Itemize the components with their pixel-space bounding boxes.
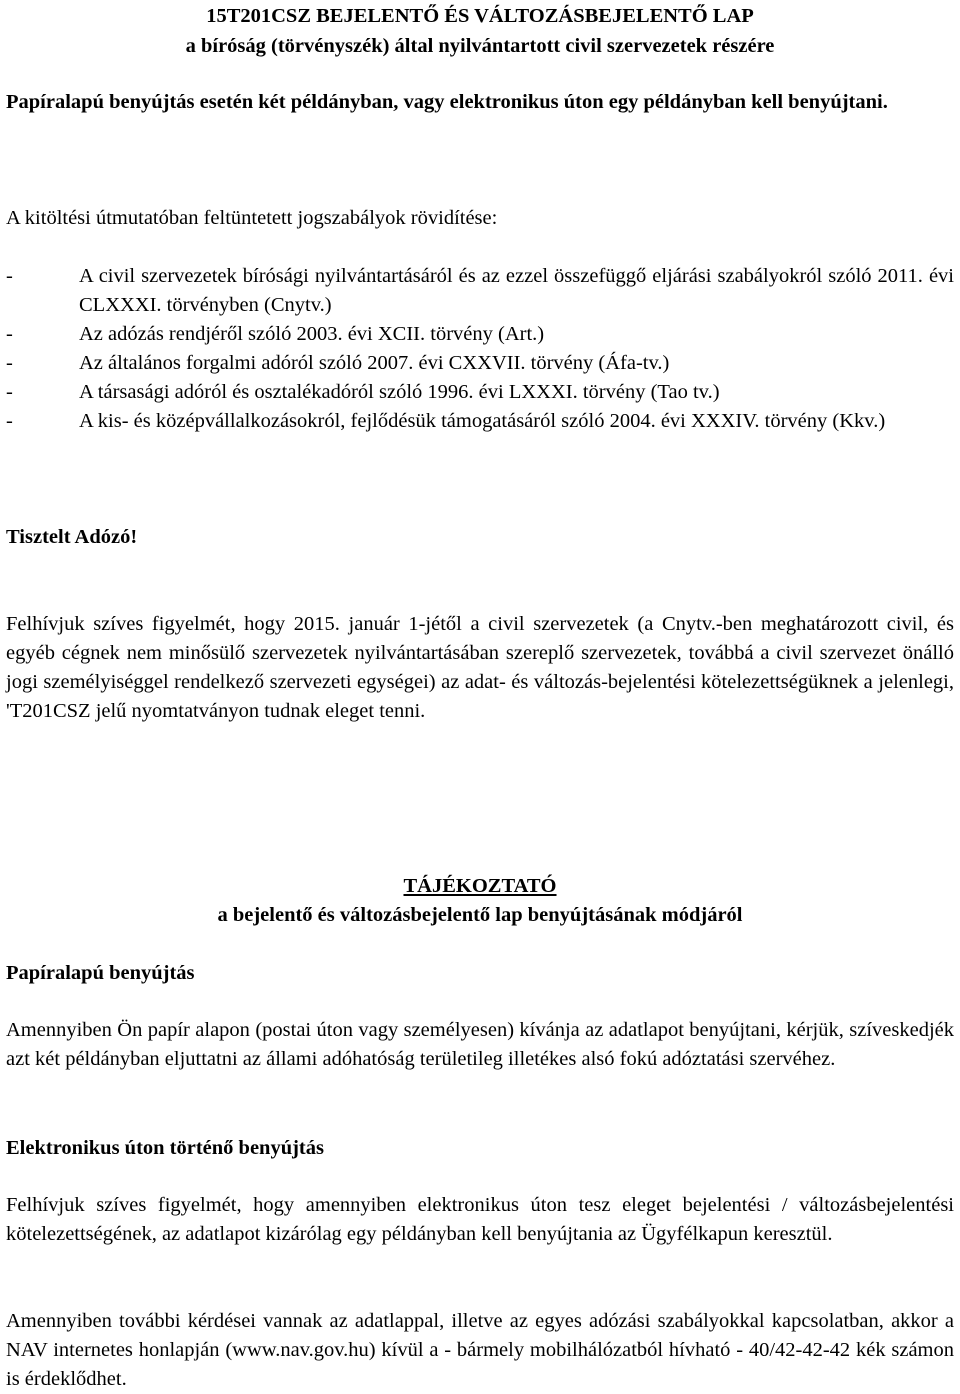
list-item-text: A kis- és középvállalkozásokról, fejlődésük támogatásáról szóló 2004. évi XXXIV. törvény (Kkv.) — [79, 410, 886, 432]
contact-paragraph: Amennyiben további kérdései vannak az adatlappal, illetve az egyes adózási szabályokkal kapcsolatban, akkor a NAV internetes honlapján (www.nav.gov.hu) kívül a - bármely mobilhálózatból hívható - 40/42-42-42 kék számon is érdeklődhet. — [6, 1310, 954, 1390]
list-item — [6, 262, 954, 320]
paper-heading: Papíralapú benyújtás — [6, 962, 195, 984]
list-item-text: Az általános forgalmi adóról szóló 2007. évi CXXVII. törvény (Áfa-tv.) — [79, 352, 670, 374]
submission-note: Papíralapú benyújtás esetén két példányban, vagy elektronikus úton egy példányban kell benyújtani. — [6, 91, 888, 113]
list-item-text: Az adózás rendjéről szóló 2003. évi XCII. törvény (Art.) — [79, 323, 545, 345]
list-item — [6, 349, 954, 378]
electronic-heading: Elektronikus úton történő benyújtás — [6, 1137, 324, 1159]
list-item — [6, 378, 954, 407]
list-dash: - — [6, 352, 13, 374]
list-item-text: A társasági adóról és osztalékadóról szóló 1996. évi LXXXI. törvény (Tao tv.) — [79, 381, 720, 403]
list-item — [6, 320, 954, 349]
list-dash: - — [6, 410, 13, 432]
list-dash: - — [6, 265, 13, 287]
info-subtitle: a bejelentő és változásbejelentő lap benyújtásának módjáról — [217, 904, 743, 926]
salutation: Tisztelt Adózó! — [6, 526, 138, 548]
electronic-paragraph: Felhívjuk szíves figyelmét, hogy amennyiben elektronikus úton tesz eleget bejelentési / változásbejelentési kötelezettségének, az adatlapot kizárólag egy példányban kell benyújtania az Ügyfélkapun keresztül. — [6, 1194, 954, 1245]
form-subtitle: a bíróság (törvényszék) által nyilvántartott civil szervezetek részére — [185, 35, 775, 57]
info-title — [6, 872, 954, 901]
abbreviations-heading: A kitöltési útmutatóban feltüntetett jogszabályok rövidítése: — [6, 207, 498, 229]
list-item — [6, 407, 954, 436]
info-title-text: TÁJÉKOZTATÓ — [403, 875, 557, 897]
list-item-text: A civil szervezetek bírósági nyilvántartásáról és az ezzel összefüggő eljárási szabályokról szóló 2011. évi CLXXXI. törvényben (Cnytv.) — [79, 265, 954, 316]
paper-paragraph: Amennyiben Ön papír alapon (postai úton vagy személyesen) kívánja az adatlapot benyújtani, kérjük, szíveskedjék azt két példányban eljuttatni az állami adóhatóság területileg illetékes alsó fokú adóztatási szervéhez. — [6, 1019, 954, 1070]
abbreviations-list — [6, 262, 954, 436]
list-dash: - — [6, 323, 13, 345]
list-dash: - — [6, 381, 13, 403]
form-header — [6, 1, 954, 61]
form-title: 15T201CSZ BEJELENTŐ ÉS VÁLTOZÁSBEJELENTŐ LAP — [206, 5, 754, 27]
greeting-paragraph: Felhívjuk szíves figyelmét, hogy 2015. január 1-jétől a civil szervezetek (a Cnytv.-ben meghatározott civil, és egyéb cégnek nem minősülő szervezetek nyilvántartásában szereplő szervezetek, továbbá a civil szervezet önálló jogi személyiséggel rendelkező szervezeti egységei) az adat- és változás-bejelentési kötelezettségüknek a jelenlegi, 'T201CSZ jelű nyomtatványon tudnak eleget tenni. — [6, 613, 954, 722]
